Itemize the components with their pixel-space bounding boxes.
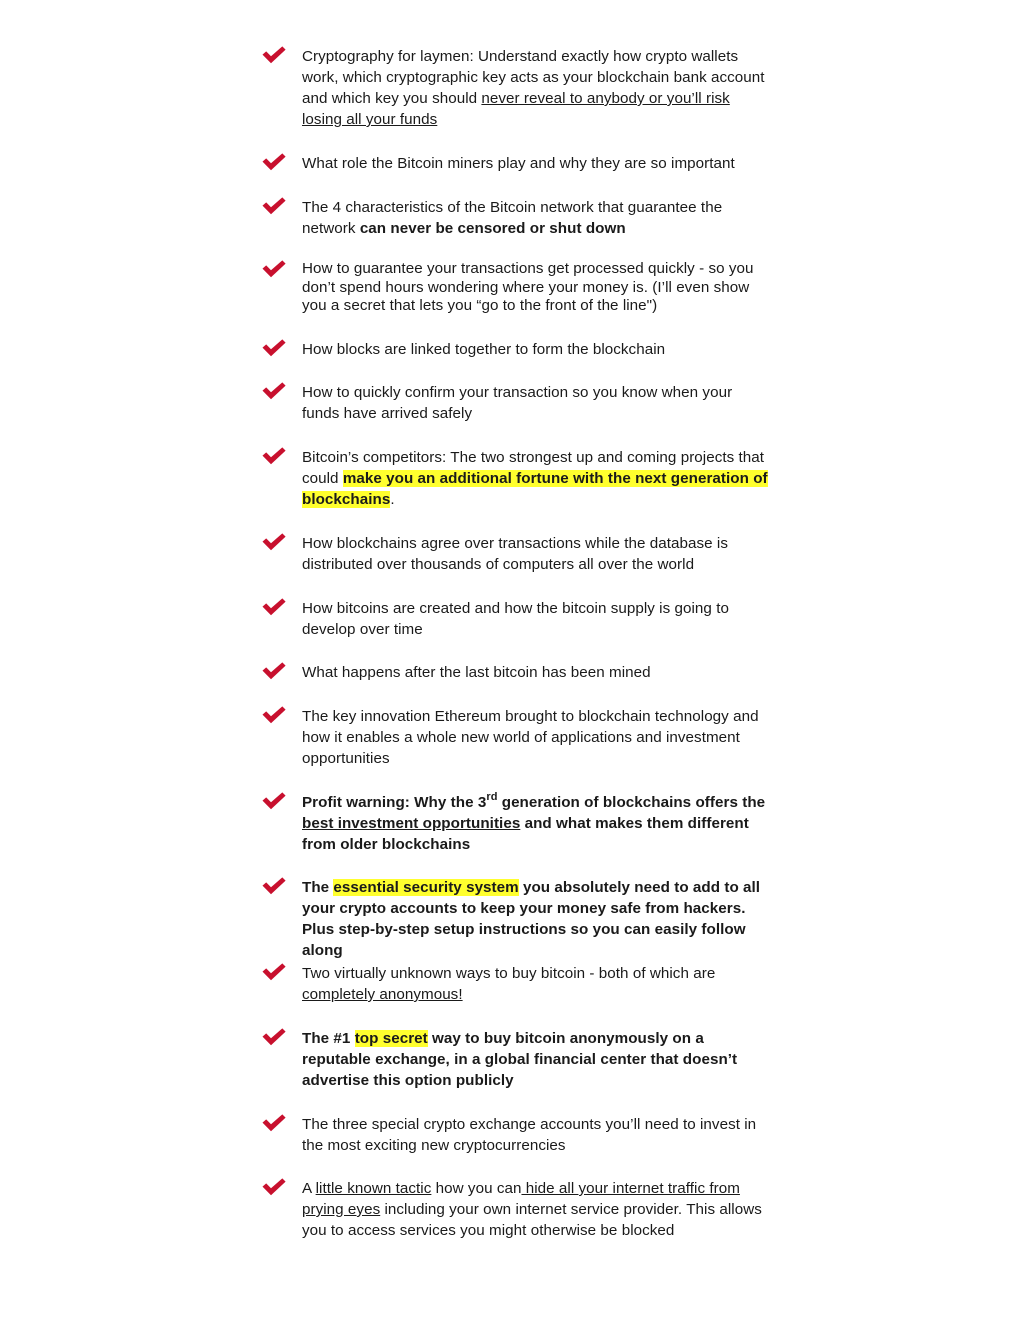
checkmark-icon <box>262 533 286 551</box>
list-item-text: The #1 top secret way to buy bitcoin anonymously on a reputable exchange, in a global financial center that doesn’t advertise this option publicly <box>302 1030 738 1089</box>
list-item-text: How bitcoins are created and how the bitcoin supply is going to develop over time <box>302 600 729 638</box>
list-item-text: Cryptography for laymen: Understand exactly how crypto wallets work, which cryptographic key acts as your blockchain bank account and which key you should never reveal to anybody or you’ll risk losing all your funds <box>302 48 765 128</box>
list-item-text: A little known tactic how you can hide all your internet traffic from prying eyes including your own internet service provider. This allows you to access services you might otherwise be blocked <box>302 1180 762 1239</box>
list-item-text: Bitcoin’s competitors: The two strongest up and coming projects that could make you an additional fortune with the next generation of blockchains. <box>302 449 768 508</box>
checkmark-icon <box>262 1114 286 1132</box>
checkmark-icon <box>262 598 286 616</box>
list-item-text: What happens after the last bitcoin has been mined <box>302 664 651 681</box>
checkmark-icon <box>262 382 286 400</box>
checkmark-icon <box>262 447 286 465</box>
checkmark-icon <box>262 339 286 357</box>
list-item-text: How to quickly confirm your transaction so you know when your funds have arrived safely <box>302 384 733 422</box>
list-item-text: What role the Bitcoin miners play and why they are so important <box>302 155 735 172</box>
checkmark-icon <box>262 662 286 680</box>
checkmark-icon <box>262 260 286 278</box>
checkmark-icon <box>262 963 286 981</box>
list-item-text: How blockchains agree over transactions while the database is distributed over thousands of computers all over the world <box>302 535 729 573</box>
checkmark-icon <box>262 1028 286 1046</box>
list-item-text: Two virtually unknown ways to buy bitcoin - both of which are completely anonymous! <box>302 965 716 1003</box>
checkmark-icon <box>262 1178 286 1196</box>
list-item-text: The essential security system you absolutely need to add to all your crypto accounts to keep your money safe from hackers. Plus step-by-step setup instructions so you can easily follow along <box>302 879 761 959</box>
checkmark-icon <box>262 706 286 724</box>
highlighted-text: make you an additional fortune with the next generation of blockchains <box>302 470 768 508</box>
list-item-text: The three special crypto exchange accounts you’ll need to invest in the most exciting new cryptocurrencies <box>302 1116 757 1154</box>
checkmark-icon <box>262 877 286 895</box>
list-item-text: The 4 characteristics of the Bitcoin network that guarantee the network can never be censored or shut down <box>302 199 723 237</box>
checkmark-icon <box>262 153 286 171</box>
list-item-text: How blocks are linked together to form the blockchain <box>302 341 666 358</box>
checkmark-icon <box>262 197 286 215</box>
checkmark-icon <box>262 46 286 64</box>
highlighted-text: essential security system <box>333 879 519 896</box>
highlighted-text: top secret <box>354 1030 428 1047</box>
list-item-text: How to guarantee your transactions get processed quickly - so you don’t spend hours wondering where your money is. (I’ll even show you a secret that lets you “go to the front of the line") <box>302 260 754 314</box>
list-item-text: The key innovation Ethereum brought to blockchain technology and how it enables a whole new world of applications and investment opportunities <box>302 708 759 767</box>
checkmark-icon <box>262 792 286 810</box>
list-item-text: Profit warning: Why the 3rd generation of blockchains offers the best investment opportunities and what makes them different from older blockchains <box>302 790 766 853</box>
